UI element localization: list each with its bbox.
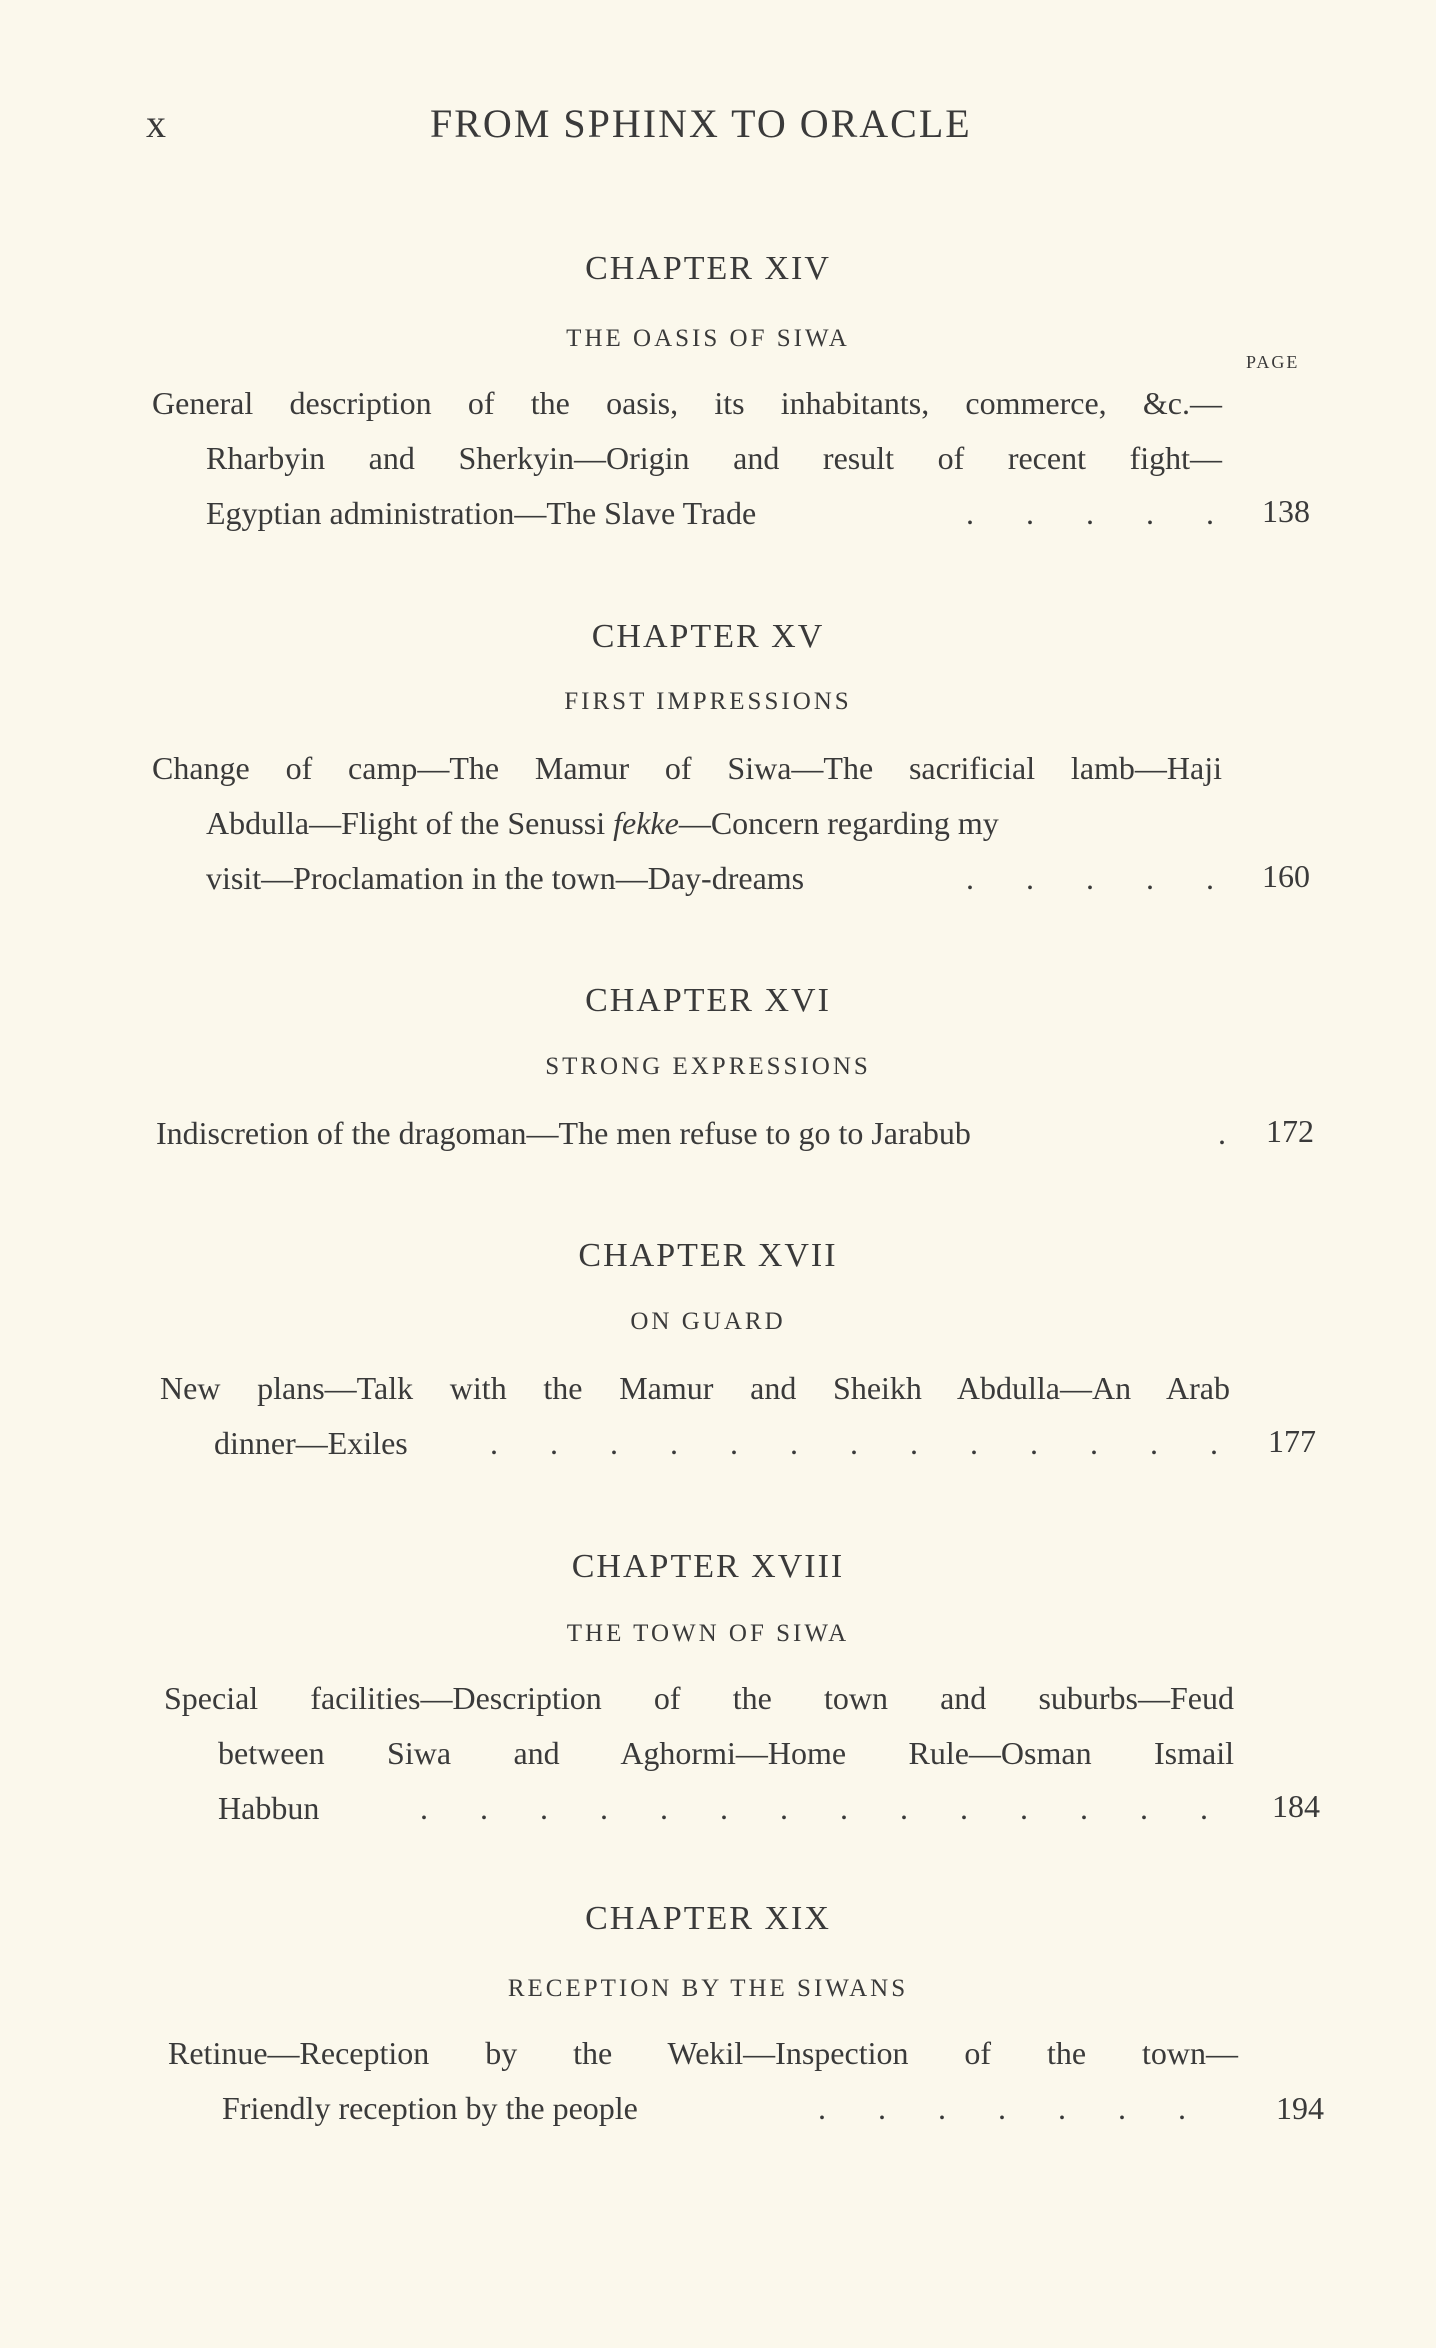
contents-line: Indiscretion of the dragoman—The men refuse to go to Jarabub: [156, 1115, 971, 1151]
page-folio: x: [146, 101, 167, 146]
page-number: 160: [1262, 858, 1310, 894]
italic-term: fekke: [613, 805, 679, 841]
chapter-subtitle: THE TOWN OF SIWA: [566, 1620, 850, 1647]
contents-line: visit—Proclamation in the town—Day-dreams: [206, 860, 805, 896]
chapter-subtitle: RECEPTION BY THE SIWANS: [507, 1975, 909, 2002]
contents-line: Special facilities—Description of the town and suburbs—Feud: [164, 1680, 1234, 1716]
chapter-subtitle: FIRST IMPRESSIONS: [564, 688, 852, 715]
dot-leader: . . . . . . .: [818, 2090, 1208, 2126]
dot-leader: . . . . .: [966, 860, 1236, 896]
contents-line: Friendly reception by the people: [222, 2090, 638, 2126]
contents-line: General description of the oasis, its inhabitants, commerce, &c.—: [152, 385, 1222, 421]
page-number: 184: [1272, 1788, 1320, 1824]
dot-leader: . . . . . . . . . . . . .: [490, 1425, 1240, 1461]
chapter-title: CHAPTER XVII: [578, 1237, 838, 1274]
chapter-title: CHAPTER XV: [591, 618, 825, 655]
contents-line: Abdulla—Flight of the Senussi fekke—Concern regarding my: [206, 805, 999, 841]
page-number: 138: [1262, 493, 1310, 529]
page-number: 177: [1268, 1423, 1316, 1459]
contents-line: Rharbyin and Sherkyin—Origin and result of recent fight—: [206, 440, 1222, 476]
contents-line: Egyptian administration—The Slave Trade: [206, 495, 757, 531]
chapter-subtitle: THE OASIS OF SIWA: [566, 325, 850, 352]
page-number: 172: [1266, 1113, 1314, 1149]
chapter-title: CHAPTER XVIII: [571, 1548, 845, 1585]
chapter-subtitle: STRONG EXPRESSIONS: [545, 1053, 871, 1080]
contents-line: between Siwa and Aghormi—Home Rule—Osman Ismail: [218, 1735, 1234, 1771]
running-head: [0, 100, 1436, 160]
chapter-subtitle: ON GUARD: [630, 1308, 786, 1335]
contents-line: Habbun: [218, 1790, 320, 1826]
dot-leader: .: [1218, 1115, 1248, 1151]
page-column-label: PAGE: [1246, 352, 1300, 372]
chapter-title: CHAPTER XIV: [585, 250, 831, 287]
contents-line: Retinue—Reception by the Wekil—Inspection of the town—: [168, 2035, 1238, 2071]
dot-leader: . . . . . . . . . . . . . .: [420, 1790, 1230, 1826]
chapter-title: CHAPTER XVI: [585, 982, 831, 1019]
dot-leader: . . . . .: [966, 495, 1236, 531]
contents-line: Change of camp—The Mamur of Siwa—The sacrificial lamb—Haji: [152, 750, 1222, 786]
chapter-title: CHAPTER XIX: [585, 1900, 831, 1937]
contents-line: dinner—Exiles: [214, 1425, 408, 1461]
running-title: FROM SPHINX TO ORACLE: [430, 101, 972, 146]
page-number: 194: [1276, 2090, 1324, 2126]
contents-line: New plans—Talk with the Mamur and Sheikh Abdulla—An Arab: [160, 1370, 1230, 1406]
